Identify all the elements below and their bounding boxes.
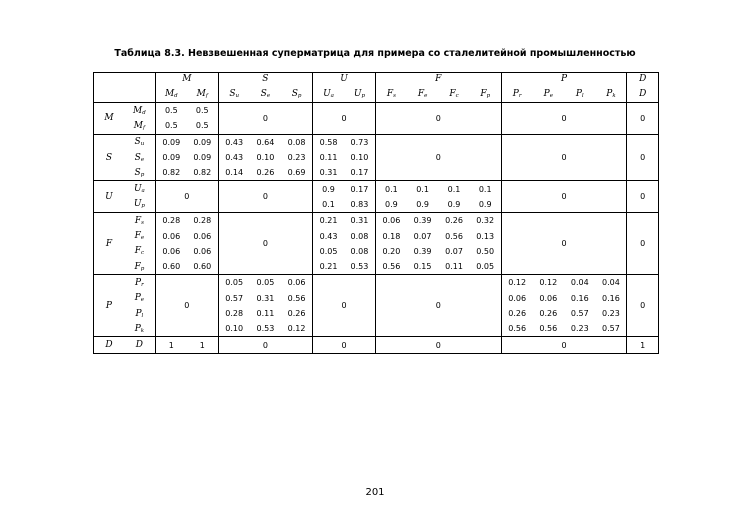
label-base: F	[134, 231, 141, 242]
matrix-cell: 0.56	[445, 231, 463, 241]
matrix-cell: 0.09	[193, 153, 212, 163]
matrix-cell: 0.53	[250, 321, 281, 337]
label-base: F	[134, 261, 141, 272]
label-subscript: l	[581, 92, 584, 99]
label-subscript: c	[455, 92, 459, 99]
label-subscript: r	[141, 281, 144, 288]
matrix-cell: 0.13	[476, 231, 495, 241]
matrix-cell: 0.31	[256, 293, 275, 303]
corner-cell	[94, 85, 156, 103]
label-subscript: p	[141, 203, 145, 210]
matrix-cell: 0.9	[375, 197, 406, 213]
matrix-cell: 0.23	[564, 321, 595, 337]
row-header-f-c	[124, 244, 155, 259]
row-group-m	[94, 103, 124, 135]
row-group-f	[94, 213, 124, 275]
matrix-cell: 0.09	[155, 134, 186, 150]
label-base: S	[134, 167, 141, 178]
matrix-cell: 0.5	[187, 118, 218, 134]
matrix-cell: 0.20	[375, 244, 406, 259]
matrix-cell: 0.16	[602, 293, 620, 303]
label-base: P	[512, 88, 519, 99]
label-subscript: u	[140, 141, 145, 148]
col-group-d	[627, 73, 659, 86]
page-number: 201	[365, 487, 385, 498]
matrix-cell: 0.23	[287, 153, 306, 163]
matrix-cell: 0.07	[413, 231, 432, 241]
col-header-s-p	[281, 85, 312, 103]
matrix-cell: 0.05	[256, 278, 275, 288]
matrix-cell: 0.60	[155, 259, 186, 275]
label-base: U	[353, 88, 362, 99]
row-group-u	[94, 181, 124, 213]
matrix-cell: 0.06	[193, 231, 212, 241]
matrix-cell: 0.31	[313, 165, 344, 181]
label-base: F	[417, 88, 425, 99]
col-header-u-a	[313, 85, 344, 103]
label-base: P	[135, 277, 142, 288]
col-header-d-main	[627, 85, 659, 103]
cluster-name: F	[105, 238, 113, 249]
matrix-cell: 0.58	[313, 134, 344, 150]
row-group-d	[94, 337, 124, 353]
matrix-cell: 0.08	[287, 137, 306, 147]
zero-block: 0	[375, 103, 501, 135]
matrix-cell: 0.57	[218, 291, 249, 306]
label-subscript: l	[141, 312, 144, 319]
label-base: U	[133, 199, 142, 210]
matrix-cell: 0.06	[501, 291, 532, 306]
row-group-p	[94, 275, 124, 337]
col-group-s	[218, 73, 312, 86]
label-base: F	[449, 88, 456, 99]
matrix-cell: 0.5	[195, 106, 209, 116]
label-subscript: p	[140, 265, 145, 272]
matrix-cell: 0.04	[570, 278, 589, 288]
label-base: P	[606, 88, 613, 99]
header-elements-row	[94, 85, 659, 103]
row-group-s	[94, 134, 124, 181]
matrix-cell: 0.23	[602, 309, 620, 318]
zero-block: 0	[155, 181, 218, 213]
matrix-cell: 0.26	[539, 309, 558, 318]
matrix-cell: 0.10	[256, 153, 275, 163]
matrix-cell: 0.17	[344, 165, 375, 181]
matrix-cell: 0.56	[287, 293, 306, 303]
matrix-cell: 0.43	[218, 150, 249, 165]
row-header-f-p	[124, 259, 155, 275]
matrix-cell: 0.05	[313, 244, 344, 259]
label-subscript: f	[205, 92, 208, 99]
label-subscript: f	[142, 124, 146, 131]
col-header-p-r	[501, 85, 532, 103]
matrix-cell: 0.1	[478, 184, 492, 194]
label-base: F	[134, 215, 142, 226]
label-subscript: p	[361, 92, 366, 99]
col-header-p-l	[564, 85, 595, 103]
table-caption: Таблица 8.3. Невзвешенная суперматрица для примера со сталелитейной промышленностью	[114, 48, 636, 59]
cluster-name: M	[104, 113, 114, 124]
matrix-cell: 0.09	[155, 150, 186, 165]
matrix-cell: 1	[187, 337, 218, 353]
matrix-cell: 0.08	[350, 231, 369, 241]
matrix-cell: 0.53	[344, 259, 375, 275]
col-header-m-d	[155, 85, 186, 103]
matrix-cell: 0.10	[350, 153, 369, 163]
matrix-cell: 0.28	[193, 216, 212, 226]
matrix-cell: 0.9	[438, 197, 469, 213]
matrix-cell: 0.04	[602, 278, 620, 288]
col-header-f-p	[470, 85, 501, 103]
cluster-name: F	[435, 74, 442, 84]
matrix-cell: 0.28	[218, 306, 249, 321]
row-header-u-p	[124, 197, 155, 213]
label-subscript: e	[424, 92, 428, 99]
table-row	[94, 103, 659, 119]
label-subscript: e	[549, 92, 553, 99]
zero-block: 0	[501, 181, 627, 213]
col-group-p	[501, 73, 627, 86]
matrix-cell: 0.39	[413, 246, 432, 256]
table-row	[94, 275, 659, 291]
label-subscript: c	[140, 250, 145, 257]
row-header-p-l	[124, 306, 155, 321]
matrix-cell: 0.73	[350, 137, 369, 147]
label-subscript: a	[330, 92, 334, 99]
col-group-u	[313, 73, 376, 86]
zero-block: 0	[501, 103, 627, 135]
matrix-cell: 0.17	[350, 184, 369, 194]
label-subscript: s	[141, 219, 144, 226]
col-group-m	[155, 73, 218, 86]
label-base: S	[229, 88, 236, 99]
matrix-cell: 1	[627, 337, 659, 353]
matrix-cell: 0.1	[375, 181, 406, 197]
zero-block: 0	[627, 275, 659, 337]
row-header-u-a	[124, 181, 155, 197]
matrix-cell: 1	[155, 337, 186, 353]
matrix-cell: 0.15	[407, 259, 438, 275]
label-subscript: p	[486, 92, 491, 99]
label-subscript: e	[266, 92, 271, 99]
matrix-cell: 0.08	[350, 246, 369, 256]
zero-block: 0	[218, 103, 312, 135]
zero-block: 0	[501, 213, 627, 275]
cluster-name: P	[105, 300, 112, 311]
matrix-cell: 0.5	[155, 103, 186, 119]
matrix-cell: 0.26	[445, 216, 463, 226]
zero-block: 0	[218, 337, 312, 353]
col-header-f-c	[438, 85, 469, 103]
zero-block: 0	[218, 181, 312, 213]
label-base: M	[133, 105, 143, 116]
row-header-s-p	[124, 165, 155, 181]
table-row	[94, 213, 659, 229]
matrix-cell: 0.12	[539, 278, 558, 288]
label-subscript: r	[518, 92, 522, 99]
matrix-cell: 0.31	[350, 216, 369, 226]
row-header-d-main	[124, 337, 155, 353]
label-base: U	[133, 184, 142, 195]
zero-block: 0	[501, 134, 627, 181]
label-base: P	[575, 88, 582, 99]
matrix-cell: 0.11	[256, 309, 275, 318]
zero-block: 0	[313, 275, 376, 337]
col-header-u-p	[344, 85, 375, 103]
label-base: U	[323, 88, 331, 99]
matrix-cell: 0.26	[501, 306, 532, 321]
corner-cell	[94, 73, 156, 86]
matrix-cell: 0.12	[281, 321, 312, 337]
zero-block: 0	[627, 213, 659, 275]
matrix-cell: 0.43	[218, 134, 249, 150]
row-header-s-e	[124, 150, 155, 165]
row-header-s-u	[124, 134, 155, 150]
row-header-m-d	[124, 103, 155, 119]
matrix-cell: 0.06	[375, 213, 406, 229]
table-row	[94, 181, 659, 197]
label-subscript: p	[140, 171, 145, 178]
zero-block: 0	[155, 275, 218, 337]
zero-block: 0	[313, 337, 376, 353]
label-base: S	[291, 88, 298, 99]
zero-block: 0	[627, 181, 659, 213]
label-base: F	[386, 88, 394, 99]
matrix-cell: 0.56	[501, 321, 532, 337]
label-subscript: s	[393, 92, 396, 99]
matrix-cell: 0.05	[218, 275, 249, 291]
matrix-cell: 0.50	[476, 246, 495, 256]
cluster-name: U	[340, 74, 348, 84]
col-header-f-s	[375, 85, 406, 103]
matrix-cell: 0.26	[287, 309, 306, 318]
matrix-cell: 0.9	[313, 181, 344, 197]
cluster-name: U	[105, 191, 113, 202]
zero-block: 0	[375, 337, 501, 353]
matrix-cell: 0.16	[570, 293, 589, 303]
matrix-cell: 0.06	[155, 244, 186, 259]
matrix-cell: 0.12	[501, 275, 532, 291]
row-header-f-e	[124, 228, 155, 243]
label-subscript: e	[140, 156, 145, 163]
label-base: M	[196, 88, 206, 99]
matrix-cell: 0.60	[187, 259, 218, 275]
matrix-cell: 0.43	[313, 228, 344, 243]
label-subscript: k	[612, 92, 616, 99]
label-subscript: u	[235, 92, 240, 99]
matrix-cell: 0.21	[313, 213, 344, 229]
label-base: M	[133, 120, 143, 131]
matrix-cell: 0.11	[438, 259, 469, 275]
matrix-cell: 0.1	[447, 184, 461, 194]
matrix-cell: 0.57	[570, 309, 589, 318]
cluster-name: S	[105, 152, 113, 163]
label-subscript: a	[141, 188, 145, 195]
matrix-cell: 0.9	[470, 197, 501, 213]
label-base: S	[134, 152, 141, 163]
matrix-cell: 0.1	[416, 184, 429, 194]
row-header-p-e	[124, 291, 155, 306]
matrix-cell: 0.57	[595, 321, 626, 337]
table-row	[94, 337, 659, 353]
cluster-name: S	[262, 74, 269, 84]
label-base: P	[134, 293, 141, 304]
matrix-cell: 0.32	[476, 216, 495, 226]
zero-block: 0	[313, 103, 376, 135]
col-group-f	[375, 73, 501, 86]
matrix-cell: 0.69	[281, 165, 312, 181]
zero-block: 0	[627, 134, 659, 181]
matrix-cell: 0.56	[533, 321, 564, 337]
zero-block: 0	[501, 337, 627, 353]
matrix-cell: 0.05	[470, 259, 501, 275]
col-header-p-e	[533, 85, 564, 103]
label-base: S	[134, 137, 141, 148]
label-base: D	[639, 88, 647, 99]
cluster-name: D	[639, 74, 647, 84]
matrix-cell: 0.06	[539, 293, 558, 303]
matrix-cell: 0.83	[344, 197, 375, 213]
label-base: D	[135, 340, 143, 351]
label-subscript: e	[140, 235, 145, 242]
row-header-f-s	[124, 213, 155, 229]
matrix-cell: 0.11	[313, 150, 344, 165]
label-subscript: e	[140, 297, 145, 304]
col-header-f-e	[407, 85, 438, 103]
header-clusters-row	[94, 73, 659, 86]
matrix-cell: 0.56	[375, 259, 406, 275]
row-header-p-k	[124, 321, 155, 337]
label-base: P	[134, 323, 141, 334]
zero-block: 0	[375, 134, 501, 181]
matrix-cell: 0.06	[155, 228, 186, 243]
matrix-cell: 0.64	[256, 137, 275, 147]
label-base: F	[134, 246, 141, 257]
matrix-cell: 0.10	[218, 321, 249, 337]
matrix-cell: 0.06	[193, 246, 212, 256]
matrix-cell: 0.82	[187, 165, 218, 181]
matrix-cell: 0.82	[155, 165, 186, 181]
label-subscript: d	[142, 109, 146, 116]
matrix-cell: 0.28	[155, 213, 186, 229]
cluster-name: M	[182, 74, 192, 84]
label-subscript: d	[174, 92, 178, 99]
col-header-p-k	[595, 85, 626, 103]
zero-block: 0	[375, 275, 501, 337]
matrix-cell: 0.18	[375, 228, 406, 243]
row-header-m-f	[124, 118, 155, 134]
label-base: M	[164, 88, 175, 99]
supermatrix-table	[93, 72, 659, 354]
matrix-cell: 0.5	[155, 118, 186, 134]
zero-block: 0	[218, 213, 312, 275]
matrix-cell: 0.07	[445, 246, 463, 256]
col-header-s-u	[218, 85, 249, 103]
matrix-cell: 0.09	[193, 137, 212, 147]
matrix-cell: 0.06	[287, 278, 306, 288]
cluster-name: P	[561, 74, 568, 84]
row-header-p-r	[124, 275, 155, 291]
cluster-name: D	[105, 340, 113, 351]
matrix-cell: 0.26	[250, 165, 281, 181]
col-header-s-e	[250, 85, 281, 103]
matrix-cell: 0.1	[313, 197, 344, 213]
label-base: S	[260, 88, 267, 99]
matrix-cell: 0.39	[413, 216, 432, 226]
matrix-cell: 0.9	[407, 197, 438, 213]
label-subscript: k	[140, 327, 145, 334]
label-base: F	[480, 88, 487, 99]
matrix-cell: 0.21	[313, 259, 344, 275]
matrix-cell: 0.14	[218, 165, 249, 181]
label-base: P	[135, 308, 142, 319]
label-subscript: p	[297, 92, 302, 99]
zero-block: 0	[627, 103, 659, 135]
col-header-m-f	[187, 85, 218, 103]
label-base: P	[543, 88, 550, 99]
table-row	[94, 134, 659, 150]
